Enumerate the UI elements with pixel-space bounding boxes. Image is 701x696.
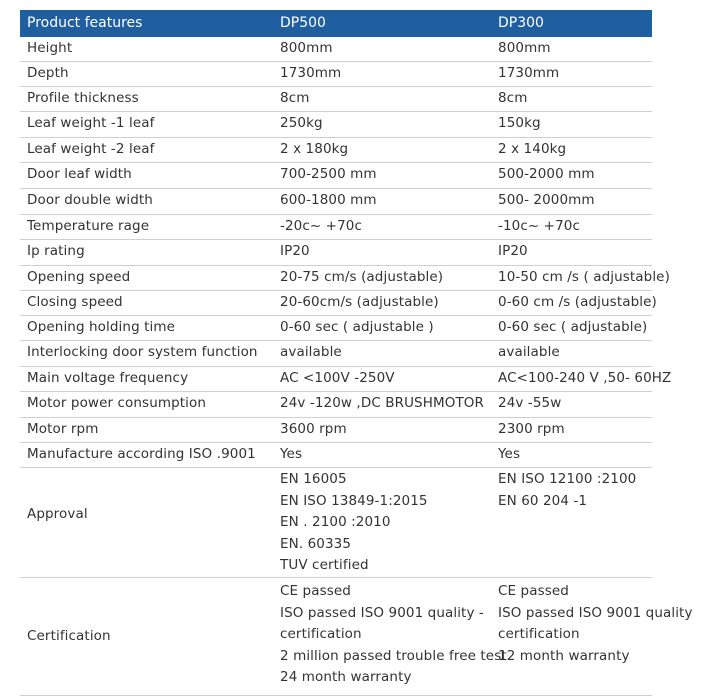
approval-dp300 xyxy=(498,469,636,512)
dp500-cell: available xyxy=(280,344,342,360)
feature-cell: Height xyxy=(27,40,73,56)
approval-dp300-line: EN ISO 12100 :2100 xyxy=(498,471,637,487)
dp300-cell: 2300 rpm xyxy=(498,421,565,437)
dp500-cell: -20c~ +70c xyxy=(280,218,362,234)
table-row xyxy=(20,367,672,392)
dp500-cell: 1730mm xyxy=(280,65,342,81)
dp500-cell: 2 x 180kg xyxy=(280,141,349,157)
certification-dp500-line: 24 month warranty xyxy=(280,669,412,685)
table-row xyxy=(20,37,652,62)
approval-dp500-line: EN. 60335 xyxy=(280,535,352,552)
certification-dp500-line: certification xyxy=(280,626,362,642)
dp500-cell: 3600 rpm xyxy=(280,421,347,437)
table-row xyxy=(20,138,652,163)
certification-dp300 xyxy=(498,581,693,667)
feature-cell: Opening speed xyxy=(27,269,131,285)
dp300-cell: 0-60 cm /s (adjustable) xyxy=(498,294,657,310)
table-row xyxy=(20,418,652,443)
table-row xyxy=(20,163,652,189)
approval-dp300-line: EN 60 204 -1 xyxy=(498,492,588,509)
table-row xyxy=(20,443,652,468)
dp300-cell: 0-60 sec ( adjustable) xyxy=(498,319,648,335)
feature-cell: Ip rating xyxy=(27,243,85,259)
certification-dp300-line: certification xyxy=(498,626,580,642)
dp500-cell: 600-1800 mm xyxy=(280,192,377,208)
certification-dp500-line: 2 million passed trouble free test xyxy=(280,647,507,664)
table-row xyxy=(20,215,652,240)
dp300-cell: Yes xyxy=(498,446,521,462)
table-row xyxy=(20,62,652,87)
approval-dp500-line: EN 16005 xyxy=(280,471,347,487)
dp300-cell: 500-2000 mm xyxy=(498,166,595,182)
dp500-cell: 24v -120w ,DC BRUSHMOTOR xyxy=(280,395,485,411)
dp300-cell: AC<100-240 V ,50- 60HZ xyxy=(498,370,672,386)
feature-cell: Temperature rage xyxy=(27,218,150,234)
product-features-table xyxy=(20,10,693,696)
dp300-cell: 500- 2000mm xyxy=(498,192,595,208)
header-model-a: DP500 xyxy=(280,15,326,31)
dp300-cell: 10-50 cm /s ( adjustable) xyxy=(498,269,670,285)
dp500-cell: 0-60 sec ( adjustable ) xyxy=(280,319,434,335)
dp500-cell: 700-2500 mm xyxy=(280,166,377,182)
dp500-cell: IP20 xyxy=(280,243,310,259)
dp500-cell: 800mm xyxy=(280,40,333,56)
feature-cell: Motor power consumption xyxy=(27,395,207,411)
dp500-cell: 8cm xyxy=(280,90,310,106)
dp500-cell: Yes xyxy=(280,446,303,462)
feature-cell: Door leaf width xyxy=(27,166,132,182)
certification-dp300-line: 12 month warranty xyxy=(498,647,630,664)
table-header xyxy=(20,10,652,37)
table-row xyxy=(20,316,652,341)
dp300-cell: available xyxy=(498,344,560,360)
dp300-cell: 1730mm xyxy=(498,65,560,81)
feature-cell: Leaf weight -2 leaf xyxy=(27,141,155,157)
header-model-b: DP300 xyxy=(498,15,544,31)
feature-cell: Interlocking door system function xyxy=(27,344,258,360)
dp300-cell: 150kg xyxy=(498,115,541,131)
table-row xyxy=(20,392,652,418)
table-row xyxy=(20,189,652,215)
dp300-cell: 8cm xyxy=(498,90,528,106)
feature-cell: Depth xyxy=(27,65,69,81)
certification-label: Certification xyxy=(27,628,111,644)
table-row xyxy=(20,341,652,367)
dp300-cell: IP20 xyxy=(498,243,528,259)
dp300-cell: -10c~ +70c xyxy=(498,218,580,234)
dp500-cell: 20-75 cm/s (adjustable) xyxy=(280,269,444,285)
certification-dp500 xyxy=(280,581,507,689)
table-row-approval xyxy=(20,468,652,578)
feature-cell: Main voltage frequency xyxy=(27,370,189,386)
feature-cell: Closing speed xyxy=(27,294,123,310)
feature-cell: Motor rpm xyxy=(27,421,99,437)
certification-dp300-line: CE passed xyxy=(498,583,569,599)
feature-cell: Profile thickness xyxy=(27,90,139,106)
approval-dp500-line: TUV certified xyxy=(280,557,369,573)
dp300-cell: 800mm xyxy=(498,40,551,56)
certification-dp300-line: ISO passed ISO 9001 quality xyxy=(498,604,693,621)
feature-cell: Leaf weight -1 leaf xyxy=(27,115,155,131)
feature-cell: Manufacture according ISO .9001 xyxy=(27,446,256,462)
approval-dp500-line: EN . 2100 :2010 xyxy=(280,514,391,530)
approval-dp500-line: EN ISO 13849-1:2015 xyxy=(280,492,428,509)
table-row xyxy=(20,87,652,112)
approval-dp500 xyxy=(280,469,428,577)
table-row-certification xyxy=(20,578,693,696)
dp300-cell: 2 x 140kg xyxy=(498,141,567,157)
feature-cell: Door double width xyxy=(27,192,153,208)
table-row xyxy=(20,291,657,316)
feature-cell: Opening holding time xyxy=(27,319,176,335)
certification-dp500-line: ISO passed ISO 9001 quality - xyxy=(280,604,484,621)
dp300-cell: 24v -55w xyxy=(498,395,562,411)
dp500-cell: AC <100V -250V xyxy=(280,370,395,386)
table-body xyxy=(20,37,672,468)
dp500-cell: 250kg xyxy=(280,115,323,131)
certification-dp500-line: CE passed xyxy=(280,583,351,599)
dp500-cell: 20-60cm/s (adjustable) xyxy=(280,294,439,310)
header-feature: Product features xyxy=(27,15,143,31)
table-row xyxy=(20,266,670,291)
table-row xyxy=(20,112,652,138)
approval-label: Approval xyxy=(27,506,88,522)
table-row xyxy=(20,240,652,266)
